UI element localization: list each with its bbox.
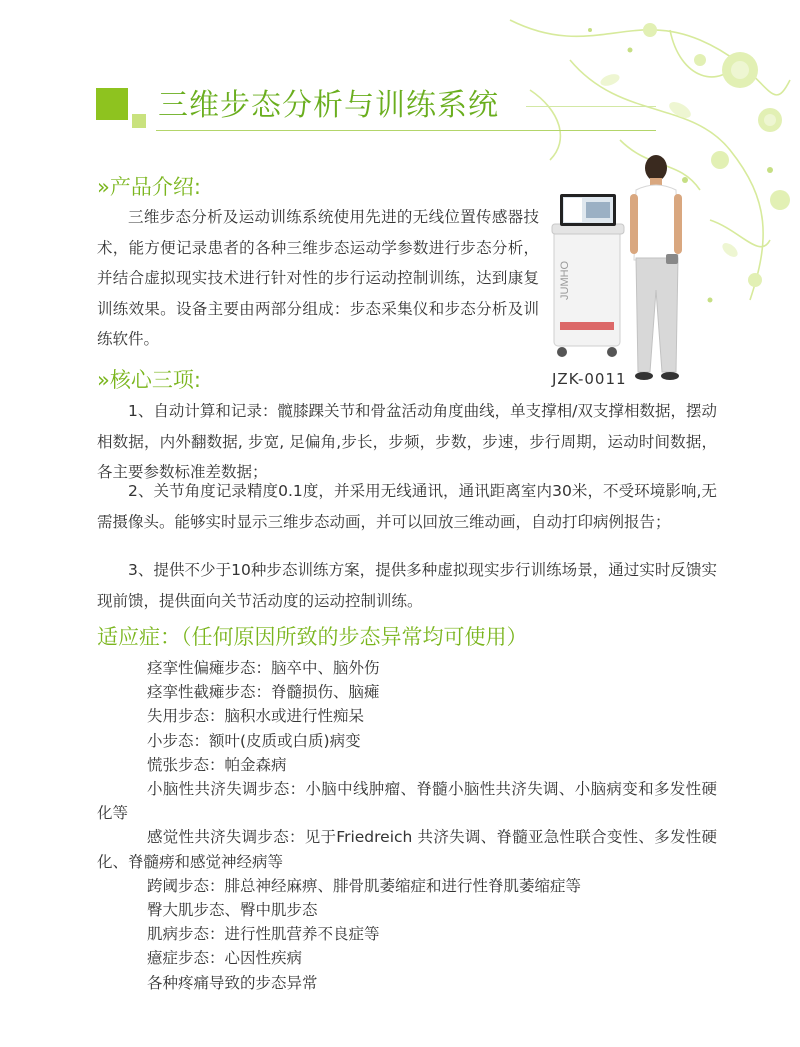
core-heading: »核心三项:: [97, 368, 201, 392]
list-item: 小脑性共济失调步态：小脑中线肿瘤、脊髓小脑性共济失调、小脑病变和多发性硬化等: [97, 780, 717, 823]
list-item: 臀大肌步态、臀中肌步态: [147, 901, 318, 920]
list-item: 各种疼痛导致的步态异常: [147, 973, 318, 992]
product-model: JZK-0011: [552, 370, 627, 388]
cart-brand-text: JUMHO: [559, 260, 571, 300]
intro-heading: »产品介绍:: [97, 175, 201, 199]
core-item: 1、自动计算和记录：髋膝踝关节和骨盆活动角度曲线，单支撑相/双支撑相数据，摆动相数据，内外翻数据, 步宽, 足偏角,步长，步频，步数，步速，步行周期，运动时间数据，各主要参数标准差数据；: [97, 402, 717, 481]
list-item: 肌病步态：进行性肌营养不良症等: [147, 925, 380, 944]
indications-list: [97, 656, 717, 995]
title-block: [96, 86, 666, 138]
list-item: 痉挛性偏瘫步态：脑卒中、脑外伤: [147, 659, 380, 677]
gait-system-device-image: [548, 150, 690, 386]
title-underline-accent: [526, 106, 656, 107]
list-item: 感觉性共济失调步态：见于Friedreich 共济失调、脊髓亚急性联合变性、多发性硬化、脊髓痨和感觉神经病等: [97, 828, 717, 871]
title-underline: [156, 130, 656, 131]
list-item: 痉挛性截瘫步态：脊髓损伤、脑瘫: [147, 683, 380, 702]
page-title: 三维步态分析与训练系统: [158, 88, 499, 123]
list-item: 癔症步态：心因性疾病: [147, 949, 303, 968]
title-square-icon: [96, 88, 128, 120]
list-item: 失用步态：脑积水或进行性痴呆: [147, 707, 365, 726]
core-item: 2、关节角度记录精度0.1度，并采用无线通讯，通讯距离室内30米，不受环境影响,无需摄像头。能够实时显示三维步态动画，并可以回放三维动画，自动打印病例报告；: [97, 482, 717, 531]
core-item: 3、提供不少于10种步态训练方案，提供多种虚拟现实步行训练场景，通过实时反馈实现前馈，提供面向关节活动度的运动控制训练。: [97, 561, 717, 610]
list-item: 跨阈步态：腓总神经麻痹、腓骨肌萎缩症和进行性脊肌萎缩症等: [147, 876, 582, 895]
title-small-square-icon: [132, 114, 146, 128]
list-item: 慌张步态：帕金森病: [147, 755, 287, 774]
list-item: 小步态：额叶(皮质或白质)病变: [147, 731, 361, 750]
intro-text: 三维步态分析及运动训练系统使用先进的无线位置传感器技术，能方便记录患者的各种三维步态运动学参数进行步态分析，并结合虚拟现实技术进行针对性的步行运动控制训练，达到康复训练效果。设备主要由两部分组成：步态采集仪和步态分析及训练软件。: [97, 208, 539, 348]
indications-heading: 适应症：（任何原因所致的步态异常均可使用）: [97, 625, 528, 649]
